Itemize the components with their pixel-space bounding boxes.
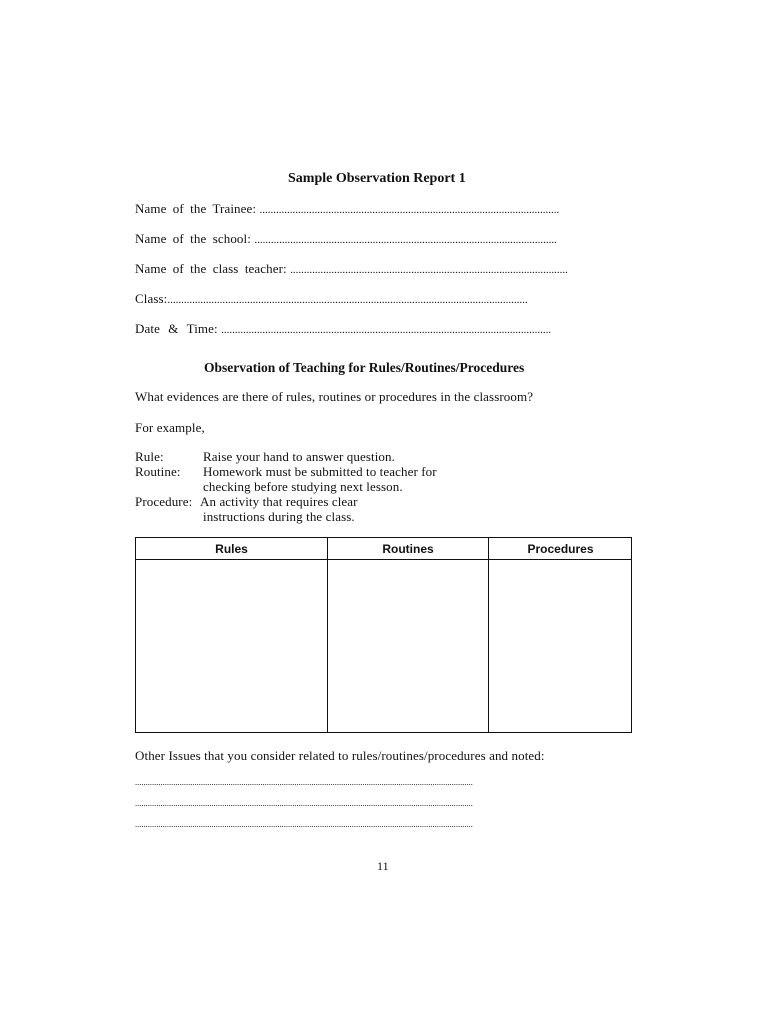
section-title: Observation of Teaching for Rules/Routines/Procedures [204, 360, 525, 375]
routine-example-line-2: checking before studying next lesson. [203, 479, 403, 494]
class-teacher-blank[interactable]: ..................................................................................................... [290, 264, 568, 276]
observation-table [135, 537, 632, 733]
procedure-example-line-2: instructions during the class. [203, 509, 355, 524]
procedures-column-header: Procedures [527, 542, 594, 556]
routine-example-line-1: Homework must be submitted to teacher for [203, 464, 437, 479]
rule-label: Rule: [135, 449, 164, 464]
school-name-blank[interactable]: .............................................................................................................. [254, 234, 557, 246]
procedure-label: Procedure: [135, 494, 193, 509]
for-example-text: For example, [135, 420, 205, 435]
trainee-name-blank[interactable]: ............................................................................................................. [259, 204, 560, 216]
trainee-name-label: Name of the Trainee: [135, 201, 257, 216]
report-title: Sample Observation Report 1 [288, 171, 466, 186]
class-blank[interactable]: ................................................................................................................................... [167, 294, 528, 306]
date-time-field[interactable] [135, 321, 551, 337]
rules-entry-cell[interactable] [136, 560, 327, 732]
procedure-example-line-1: An activity that requires clear [200, 494, 358, 509]
routines-entry-cell[interactable] [328, 560, 488, 732]
answer-line[interactable]: ............................................................................................................................................................... [135, 798, 473, 808]
school-name-label: Name of the school: [135, 231, 251, 246]
school-name-field[interactable] [135, 231, 557, 247]
procedures-entry-cell[interactable] [489, 560, 632, 732]
date-time-label: Date & Time: [135, 321, 218, 336]
date-time-blank[interactable]: ........................................................................................................................ [221, 324, 552, 336]
rule-example: Raise your hand to answer question. [203, 449, 395, 464]
answer-line[interactable]: ............................................................................................................................................................... [135, 819, 473, 829]
class-teacher-field[interactable] [135, 261, 568, 277]
routine-label: Routine: [135, 464, 181, 479]
rules-column-header: Rules [215, 542, 248, 556]
trainee-name-field[interactable] [135, 201, 559, 217]
question-text: What evidences are there of rules, routines or procedures in the classroom? [135, 389, 534, 404]
class-label: Class: [135, 291, 168, 306]
class-teacher-label: Name of the class teacher: [135, 261, 287, 276]
routines-column-header: Routines [382, 542, 434, 556]
page-number: 11 [377, 859, 389, 873]
answer-line[interactable]: ............................................................................................................................................................... [135, 777, 473, 787]
class-field[interactable] [135, 291, 528, 307]
other-issues-prompt: Other Issues that you consider related to rules/routines/procedures and noted: [135, 748, 545, 763]
